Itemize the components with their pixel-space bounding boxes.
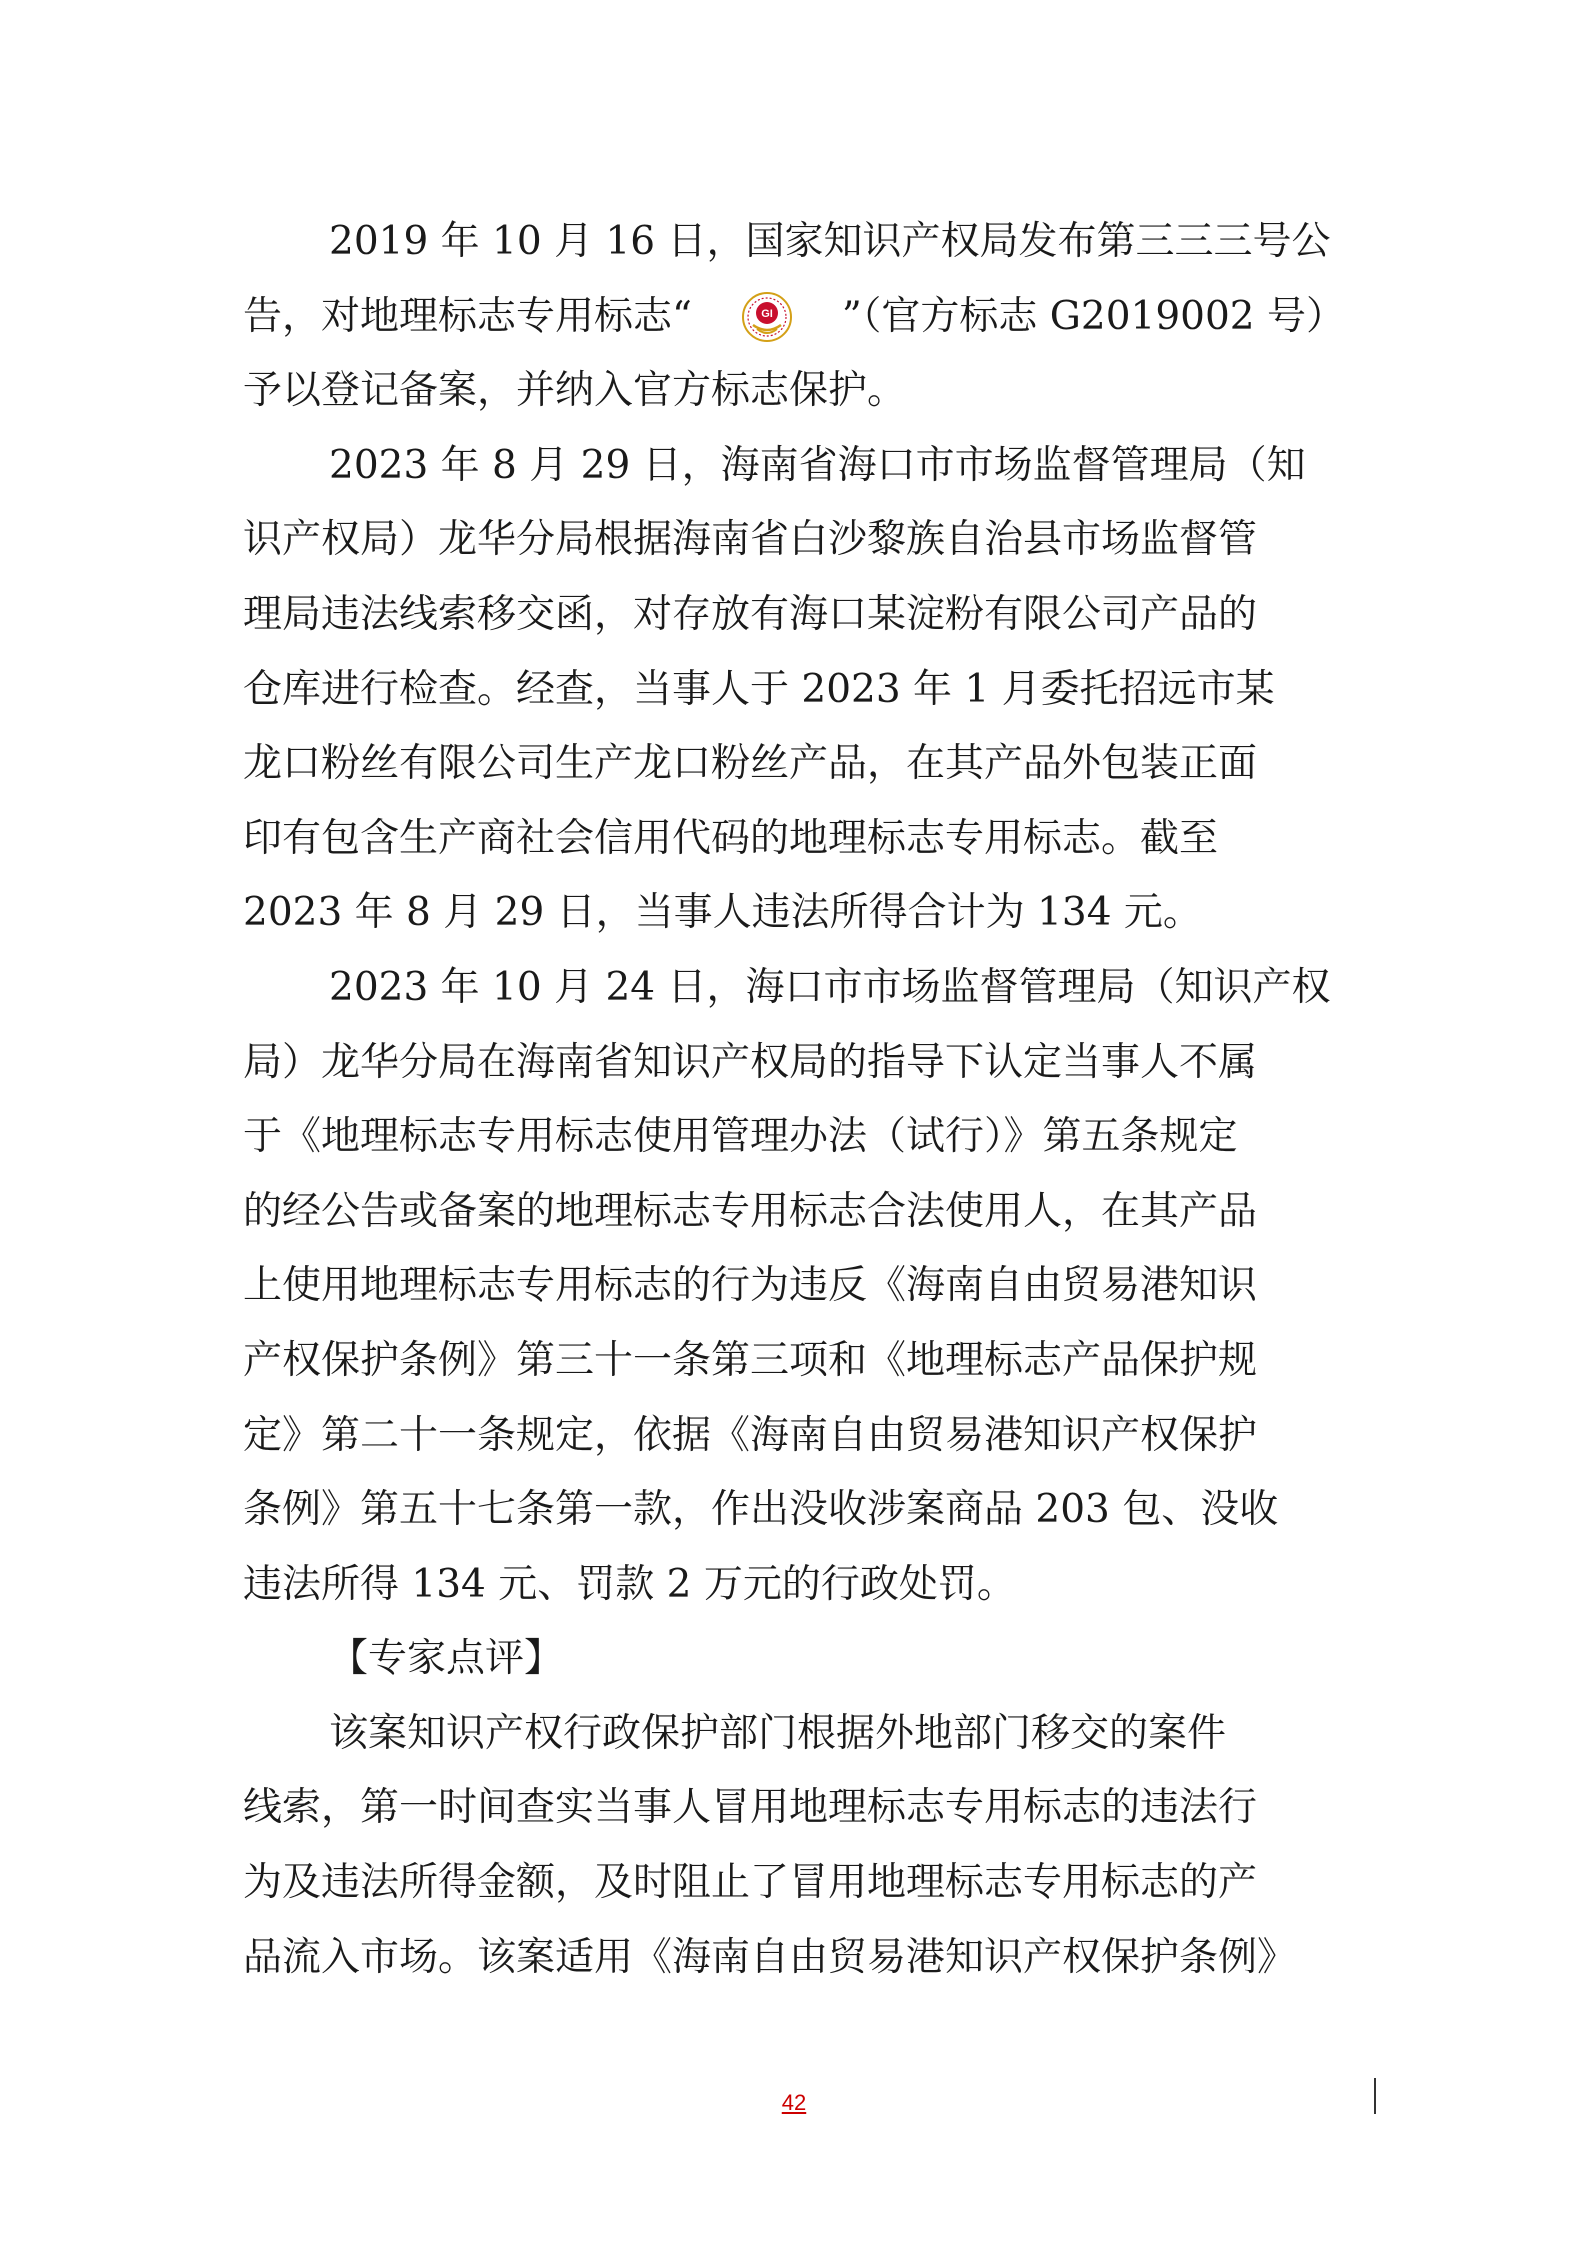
text-line: 为及违法所得金额，及时阻止了冒用地理标志专用标志的产 <box>243 1860 1258 1906</box>
text-line: 的经公告或备案的地理标志专用标志合法使用人，在其产品 <box>243 1188 1258 1234</box>
body-text <box>243 205 1345 1995</box>
gi-emblem-icon <box>741 291 793 343</box>
text-line: 仓库进行检查。经查，当事人于 2023 年 1 月委托招远市某 <box>243 666 1275 712</box>
text-segment: 告，对地理标志专用标志“ <box>243 293 692 339</box>
text-line: 2023 年 8 月 29 日，海南省海口市市场监督管理局（知 <box>329 442 1306 488</box>
text-line: 局）龙华分局在海南省知识产权局的指导下认定当事人不属 <box>243 1039 1258 1085</box>
text-line: 上使用地理标志专用标志的行为违反《海南自由贸易港知识 <box>243 1263 1258 1309</box>
text-line: 印有包含生产商社会信用代码的地理标志专用标志。截至 <box>243 815 1219 861</box>
text-line: 该案知识产权行政保护部门根据外地部门移交的案件 <box>329 1710 1227 1756</box>
footer-divider <box>1374 2078 1376 2114</box>
text-line: 予以登记备案，并纳入官方标志保护。 <box>243 368 907 414</box>
text-line: 于《地理标志专用标志使用管理办法（试行）》第五条规定 <box>243 1114 1238 1160</box>
text-line: 2023 年 8 月 29 日，当事人违法所得合计为 134 元。 <box>243 890 1202 936</box>
text-line: 龙口粉丝有限公司生产龙口粉丝产品，在其产品外包装正面 <box>243 741 1258 787</box>
section-heading: 【专家点评】 <box>329 1636 564 1682</box>
text-segment: ”（官方标志 G2019002 号） <box>841 293 1345 339</box>
page-number: 42 <box>781 2090 807 2115</box>
emblem-text: GI <box>761 307 773 320</box>
text-line: 理局违法线索移交函，对存放有海口某淀粉有限公司产品的 <box>243 591 1258 637</box>
text-line: 违法所得 134 元、罚款 2 万元的行政处罚。 <box>243 1561 1016 1607</box>
text-line: 条例》第五十七条第一款，作出没收涉案商品 203 包、没收 <box>243 1487 1279 1533</box>
text-line: 线索，第一时间查实当事人冒用地理标志专用标志的违法行 <box>243 1785 1258 1831</box>
text-line: 产权保护条例》第三十一条第三项和《地理标志产品保护规 <box>243 1337 1258 1383</box>
text-line-with-emblem <box>243 280 1345 355</box>
text-line: 2023 年 10 月 24 日，海口市市场监督管理局（知识产权 <box>329 964 1331 1010</box>
text-line: 定》第二十一条规定，依据《海南自由贸易港知识产权保护 <box>243 1412 1258 1458</box>
text-line: 2019 年 10 月 16 日，国家知识产权局发布第三三三号公 <box>329 219 1331 264</box>
text-line: 识产权局）龙华分局根据海南省白沙黎族自治县市场监督管 <box>243 517 1258 563</box>
text-line: 品流入市场。该案适用《海南自由贸易港知识产权保护条例》 <box>243 1934 1297 1980</box>
